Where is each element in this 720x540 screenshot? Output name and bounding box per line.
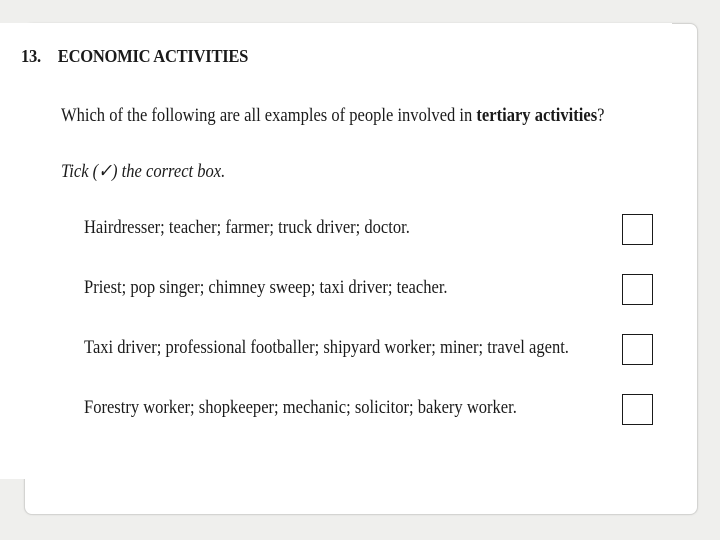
option-1-checkbox[interactable]: [622, 214, 653, 245]
option-1-label: Hairdresser; teacher; farmer; truck driver; doctor.: [84, 217, 410, 238]
question-heading: [21, 46, 248, 67]
option-4-checkbox[interactable]: [622, 394, 653, 425]
option-2-label: Priest; pop singer; chimney sweep; taxi driver; teacher.: [84, 277, 448, 298]
option-4-label: Forestry worker; shopkeeper; mechanic; solicitor; bakery worker.: [84, 397, 517, 418]
option-3-label: Taxi driver; professional footballer; shipyard worker; miner; travel agent.: [84, 337, 569, 358]
option-3-checkbox[interactable]: [622, 334, 653, 365]
question-scan: [0, 23, 672, 479]
question-title: ECONOMIC ACTIVITIES: [57, 46, 249, 66]
question-prompt: [61, 105, 604, 127]
prompt-text-start: Which of the following are all examples of people involved in: [61, 105, 477, 126]
option-2-checkbox[interactable]: [622, 274, 653, 305]
prompt-emphasis: tertiary activities: [476, 105, 598, 126]
prompt-text-end: ?: [597, 105, 605, 126]
question-number: 13.: [21, 46, 41, 66]
instruction-text: Tick (✓) the correct box.: [61, 161, 226, 182]
